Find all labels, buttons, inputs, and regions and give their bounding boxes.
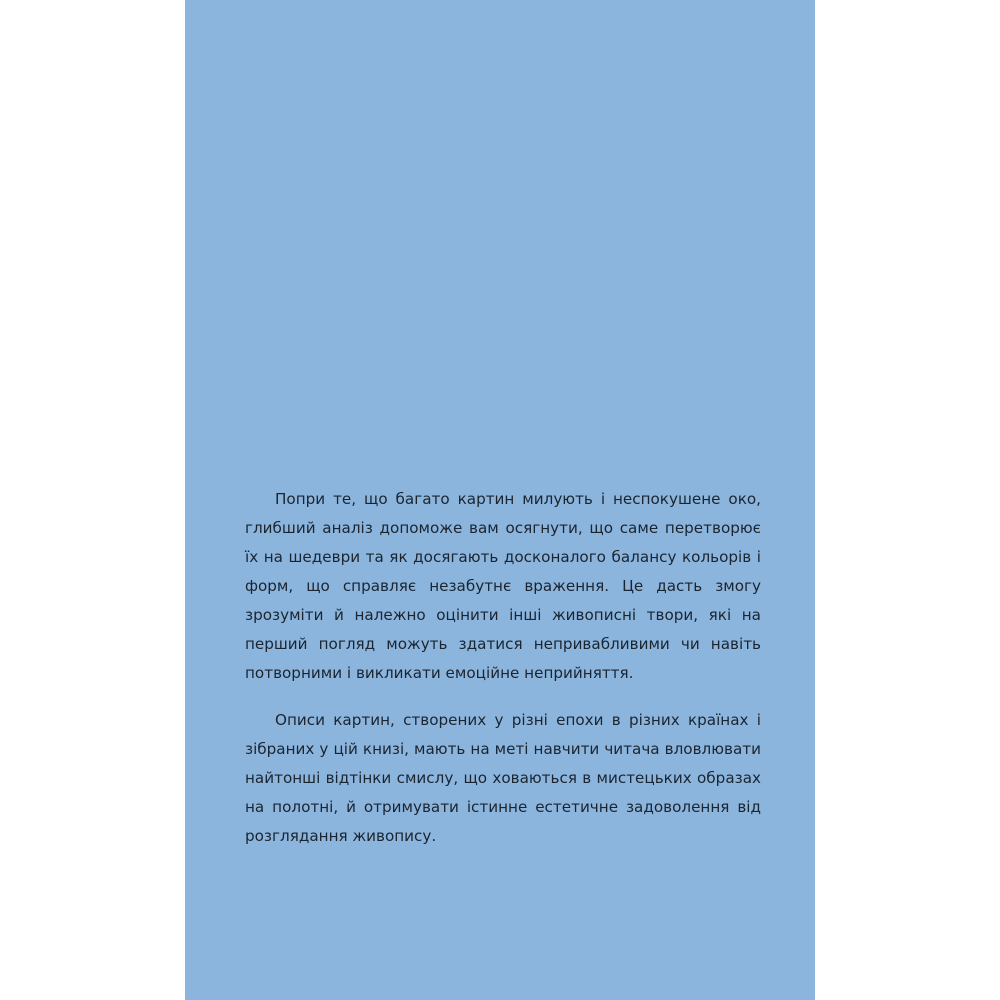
paragraph-2: Описи картин, створених у різні епохи в різних країнах і зібраних у цій книзі, мають на меті навчити читача вловлювати найтонші відтінки смислу, що ховаються в мистецьких образах на полотні, й отримувати істинне естетичне задоволення від розглядання живопису. — [245, 711, 761, 845]
page-text-block — [245, 485, 761, 851]
book-page — [185, 0, 815, 1000]
paragraph-1: Попри те, що багато картин милують і неспокушене око, глибший аналіз допоможе вам осягнути, що саме перетворює їх на шедеври та як досягають досконалого балансу кольорів і форм, що справляє незабутнє враження. Це дасть змогу зрозуміти й належно оцінити інші живописні твори, які на перший погляд можуть здатися непривабливими чи навіть потворними і викликати емоційне неприйняття. — [245, 490, 761, 682]
